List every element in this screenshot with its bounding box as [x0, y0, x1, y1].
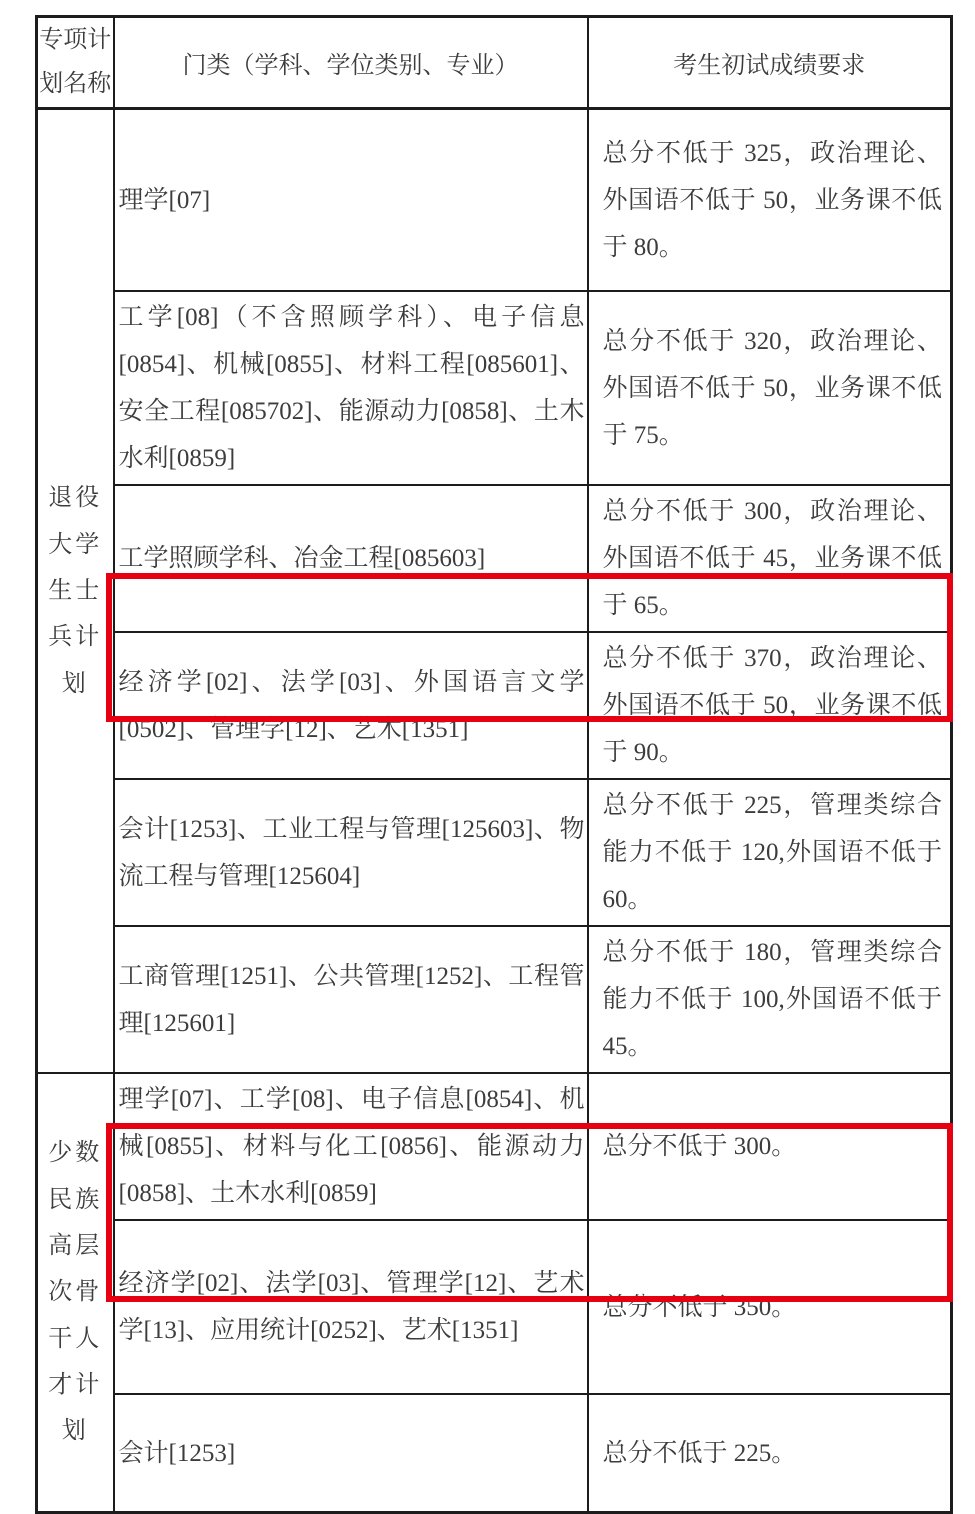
requirement-cell: 总分不低于 225。 [588, 1394, 952, 1512]
plan-name-minority: 少数民族高层次骨干人才计划 [37, 1073, 114, 1512]
category-cell: 经济学[02]、法学[03]、管理学[12]、艺术学[13]、应用统计[0252]、艺术[1351] [114, 1220, 588, 1394]
category-cell: 会计[1253]、工业工程与管理[125603]、物流工程与管理[125604] [114, 779, 588, 926]
category-cell: 工学[08]（不含照顾学科）、电子信息[0854]、机械[0855]、材料工程[085601]、安全工程[085702]、能源动力[0858]、土木水利[0859] [114, 291, 588, 485]
requirement-cell: 总分不低于 300。 [588, 1073, 952, 1220]
table-row [37, 1394, 952, 1512]
category-cell: 经济学[02]、法学[03]、外国语言文学[0502]、管理学[12]、艺术[1351] [114, 632, 588, 779]
header-row [37, 17, 952, 109]
table-row [37, 291, 952, 485]
table-row [37, 926, 952, 1073]
header-plan-name: 专项计划名称 [37, 17, 114, 109]
requirement-cell: 总分不低于 320，政治理论、外国语不低于 50，业务课不低于 75。 [588, 291, 952, 485]
requirement-cell: 总分不低于 225，管理类综合能力不低于 120,外国语不低于 60。 [588, 779, 952, 926]
requirement-cell: 总分不低于 370，政治理论、外国语不低于 50，业务课不低于 90。 [588, 632, 952, 779]
table-row [37, 1073, 952, 1220]
header-requirement: 考生初试成绩要求 [588, 17, 952, 109]
category-cell: 理学[07] [114, 108, 588, 291]
table-row-highlighted [37, 1220, 952, 1394]
category-cell: 会计[1253] [114, 1394, 588, 1512]
requirement-cell: 总分不低于 300，政治理论、外国语不低于 45，业务课不低于 65。 [588, 485, 952, 632]
score-requirements-table [35, 15, 953, 1514]
table-row [37, 485, 952, 632]
header-category: 门类（学科、学位类别、专业） [114, 17, 588, 109]
requirement-cell: 总分不低于 325，政治理论、外国语不低于 50，业务课不低于 80。 [588, 108, 952, 291]
plan-name-veterans: 退役大学生士兵计划 [37, 108, 114, 1073]
category-cell: 工商管理[1251]、公共管理[1252]、工程管理[125601] [114, 926, 588, 1073]
table-row [37, 779, 952, 926]
requirement-cell: 总分不低于 180，管理类综合能力不低于 100,外国语不低于 45。 [588, 926, 952, 1073]
table-row-highlighted [37, 632, 952, 779]
category-cell: 工学照顾学科、冶金工程[085603] [114, 485, 588, 632]
requirement-cell: 总分不低于 350。 [588, 1220, 952, 1394]
table-row [37, 108, 952, 291]
category-cell: 理学[07]、工学[08]、电子信息[0854]、机械[0855]、材料与化工[0856]、能源动力[0858]、土木水利[0859] [114, 1073, 588, 1220]
